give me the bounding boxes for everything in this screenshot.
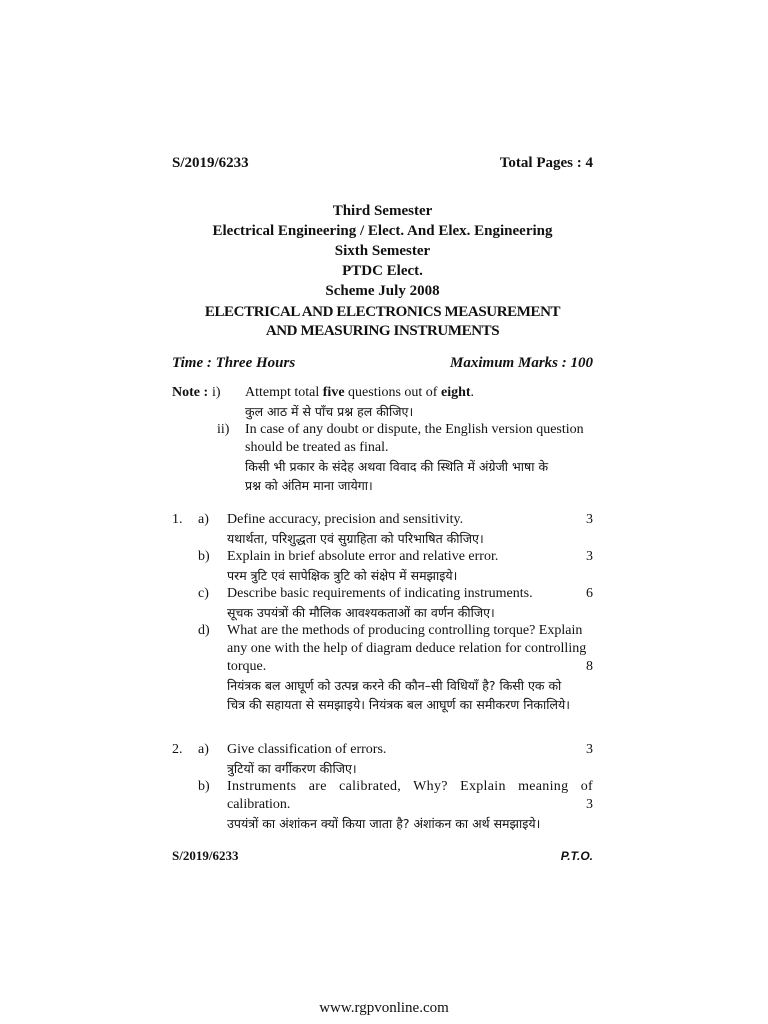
q1d-hindi-1: नियंत्रक बल आघूर्ण को उत्पन्न करने की कौन–सी विधियाँ है? किसी एक को [227,678,562,693]
q1b-hindi: परम त्रुटि एवं सापेक्षिक त्रुटि को संक्षेप में समझाइये। [227,568,458,583]
note-ii-label: ii) [217,422,230,437]
question-1 [172,511,593,714]
subject-line-1: ELECTRICAL AND ELECTRONICS MEASUREMENT [204,304,561,320]
q1d-text-1: What are the methods of producing controlling torque? Explain [227,623,583,638]
q1d-hindi-2: चित्र की सहायता से समझाइये। नियंत्रक बल आघूर्ण का समीकरण निकालिये। [227,697,570,712]
max-marks-label: Maximum Marks : 100 [450,355,593,371]
part-label: c) [198,586,209,601]
pto-label: P.T.O. [560,849,593,863]
q1a-hindi: यथार्थता, परिशुद्धता एवं सुग्राहिता को परिभाषित कीजिए। [227,531,484,546]
instructions-note [172,384,593,495]
note-i-hindi: कुल आठ में से पाँच प्रश्न हल कीजिए। [245,404,414,419]
note-i-label: i) [212,385,221,400]
q2b-text-1: Instruments are calibrated, Why? Explain meaning of [227,779,593,794]
part-label: b) [198,549,210,564]
question-number: 2. [172,742,183,757]
total-pages: Total Pages : 4 [499,155,593,171]
footer-code: S/2019/6233 [172,848,239,863]
q1c-hindi: सूचक उपयंत्रों की मौलिक आवश्यकताओं का वर्णन कीजिए। [227,605,495,620]
paper-code: S/2019/6233 [172,155,249,171]
scheme-line: Scheme July 2008 [325,283,440,299]
exam-page [172,0,593,1024]
note-i-text: Attempt total five questions out of eight. [245,385,475,400]
sixth-semester-line: Sixth Semester [334,243,431,259]
part-label: b) [198,779,210,794]
time-marks-row [172,355,593,372]
note-ii-hindi-1: किसी भी प्रकार के संदेह अथवा विवाद की स्थिति में अंग्रेजी भाषा के [245,459,549,474]
question-number: 1. [172,512,183,527]
q2b-text-2: calibration. [227,797,291,812]
ptdc-line: PTDC Elect. [342,263,423,279]
q1c-text: Describe basic requirements of indicating instruments. [227,586,533,601]
q2b-hindi: उपयंत्रों का अंशांकन क्यों किया जाता है? अंशांकन का अर्थ समझाइये। [227,816,541,831]
page-header [172,155,593,172]
semester-line: Third Semester [332,203,433,219]
q1d-marks: 8 [586,659,593,674]
note-label: Note : [172,385,209,400]
q1c-marks: 6 [586,586,593,601]
part-label: a) [198,742,209,757]
part-label: a) [198,512,209,527]
subject-line-2: AND MEASURING INSTRUMENTS [265,323,500,339]
note-ii-hindi-2: प्रश्न को अंतिम माना जायेगा। [245,478,373,493]
q1a-marks: 3 [586,512,593,527]
branch-line: Electrical Engineering / Elect. And Elex. Engineering [212,223,553,239]
q1d-text-2: any one with the help of diagram deduce relation for controlling [227,641,587,656]
q1b-marks: 3 [586,549,593,564]
time-label: Time : Three Hours [172,355,296,371]
q1a-text: Define accuracy, precision and sensitivity. [227,512,464,527]
website-link[interactable]: www.rgpvonline.com [319,1000,449,1016]
page-footer [172,848,593,864]
question-2 [172,741,593,833]
q1b-text: Explain in brief absolute error and relative error. [227,549,499,564]
q2a-marks: 3 [586,742,593,757]
q2a-hindi: त्रुटियों का वर्गीकरण कीजिए। [227,761,357,776]
subject-title [164,303,601,341]
title-block [164,201,601,341]
q2b-marks: 3 [586,797,593,812]
note-ii-text-2: should be treated as final. [245,440,389,455]
part-label: d) [198,623,210,638]
q1d-text-3: torque. [227,659,267,674]
note-ii-text-1: In case of any doubt or dispute, the English version question [245,422,584,437]
q2a-text: Give classification of errors. [227,742,387,757]
